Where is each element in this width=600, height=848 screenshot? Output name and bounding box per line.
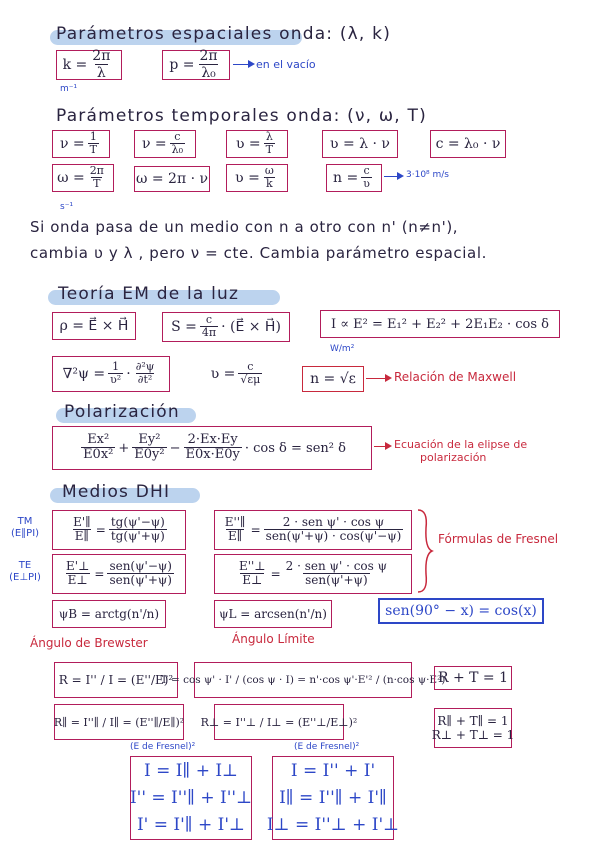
intensity-unit: W/m² [330,344,355,354]
formula-tm-transmission: $\frac{E''\parallel}{E\parallel}$ = $\frac{\text{2 · sen ψ' · cos ψ}}{\text{sen(ψ'+ψ) · cos(ψ'−ψ)}}$ [214,510,412,550]
formula-brewster: ψB = arctg(n'/n) [52,600,166,628]
fresnel-note-small: (E de Fresnel)² [130,742,196,752]
formula-omega-1: ω = $\frac{2\pi}{T}$ [52,164,114,192]
formula-te-transmission: $\frac{E''\perp}{E\perp}$ = $\frac{\text{2 · sen ψ' · cos ψ}}{\text{sen(ψ'+ψ)}}$ [214,554,412,594]
maxwell-note: Relación de Maxwell [394,370,517,384]
brace-icon [414,508,436,594]
brewster-note: Ángulo de Brewster [30,636,148,650]
vacuum-note: en el vacío [256,58,316,71]
formula-s: S = $\frac{c}{4\pi}$ · (E⃗ × H⃗) [162,312,290,342]
formula-k: k = $\frac{2\pi}{\lambda}$ [56,50,122,80]
formula-r-plus-t: R + T = 1 [434,666,512,690]
fresnel-note: Fórmulas de Fresnel [438,532,559,546]
formula-limit-angle: ψL = arcsen(n'/n) [214,600,332,628]
formula-reflectance: R = I'' / I = (E''/E)² [54,662,178,698]
formula-v-1: ʋ = $\frac{\lambda}{T}$ [226,130,288,158]
ellipse-note-b: polarización [420,451,487,464]
omega-unit: s⁻¹ [60,202,74,212]
limit-angle-note: Ángulo Límite [232,632,315,646]
formula-rt-components: R∥ + T∥ = 1 R⊥ + T⊥ = 1 [434,708,512,748]
prose-line-2: cambia ʋ y λ , pero ν = cte. Cambia parámetro espacial. [30,244,487,262]
formula-v-2: ʋ = λ · ν [322,130,398,158]
formula-te-reflection: $\frac{E'\perp}{E\perp}$ = $\frac{\text{sen(ψ'−ψ)}}{\text{sen(ψ'+ψ)}}$ [52,554,186,594]
formula-v-em: ʋ = $\frac{c}{√\varepsilon\mu}$ [210,360,261,386]
formula-nu-2: ν = $\frac{c}{\text{λ₀}}$ [134,130,196,158]
intensity-sums-left: I = I∥ + I⊥ I'' = I''∥ + I''⊥ I' = I'∥ + I'⊥ [130,756,252,840]
arrow [384,176,402,177]
speed-of-light-note: 3·10⁸ m/s [406,170,449,180]
formula-reflectance-perp: R⊥ = I''⊥ / I⊥ = (E''⊥/E⊥)² [214,704,344,740]
arrow [366,378,390,379]
te-label: TE (E⊥PI) [9,560,41,583]
prose-line-1: Si onda pasa de un medio con n a otro con n' (n≠n'), [30,218,459,236]
section-title-dhi: Medios DHI [62,482,171,502]
formula-omega-2: ω = 2π · ν [134,166,210,192]
formula-ellipse: $\frac{\text{Ex²}}{\text{E0x²}}$ + $\frac{\text{Ey²}}{\text{E0y²}}$ − $\frac{2\cdot Ex\cdot Ey}{E0x\cdot E0y}$ · cos δ = sen² δ [52,426,372,470]
section-title-polarization: Polarización [64,402,180,422]
section-title-spatial: Parámetros espaciales onda: (λ, k) [56,24,392,44]
formula-nu-1: ν = $\frac{1}{T}$ [52,130,110,158]
formula-n-epsilon: n = √ε [302,366,364,392]
section-title-temporal: Parámetros temporales onda: (ν, ω, T) [56,106,427,126]
arrow [233,64,253,65]
arrow [374,446,390,447]
intensity-sums-right: I = I'' + I' I∥ = I''∥ + I'∥ I⊥ = I''⊥ + I'⊥ [272,756,394,840]
tm-label: TM (E∥PI) [10,516,40,539]
formula-p: p = $\frac{2\pi}{\text{λ₀}}$ [162,50,230,80]
section-title-em: Teoría EM de la luz [58,284,240,304]
fresnel-note-small: (E de Fresnel)² [294,742,360,752]
formula-n: n = $\frac{c}{\text{ʋ}}$ [326,164,382,192]
formula-identity: sen(90° − x) = cos(x) [378,598,544,624]
formula-reflectance-parallel: R∥ = I''∥ / I∥ = (E''∥/E∥)² [54,704,184,740]
formula-rho: ρ = E⃗ × H⃗ [52,312,136,340]
formula-c: c = λ₀ · ν [430,130,506,158]
formula-intensity: I ∝ E² = E₁² + E₂² + 2E₁E₂ · cos δ [320,310,560,338]
formula-tm-reflection: $\frac{E'\parallel}{E\parallel}$ = $\frac{tg(\psi'-\psi)}{tg(\psi'+\psi)}$ [52,510,186,550]
formula-transmittance: T = cos ψ' · I' / (cos ψ · I) = n'·cos ψ'·E'² / (n·cos ψ·E²) [194,662,412,698]
k-unit: m⁻¹ [60,84,78,94]
ellipse-note-a: Ecuación de la elipse de [394,438,528,451]
formula-wave-equation: ∇²ψ = $\frac{1}{\text{ʋ²}}$ · $\frac{\text{∂²ψ}}{\text{∂t²}}$ [52,356,170,392]
formula-v-3: ʋ = $\frac{\omega}{k}$ [226,164,288,192]
